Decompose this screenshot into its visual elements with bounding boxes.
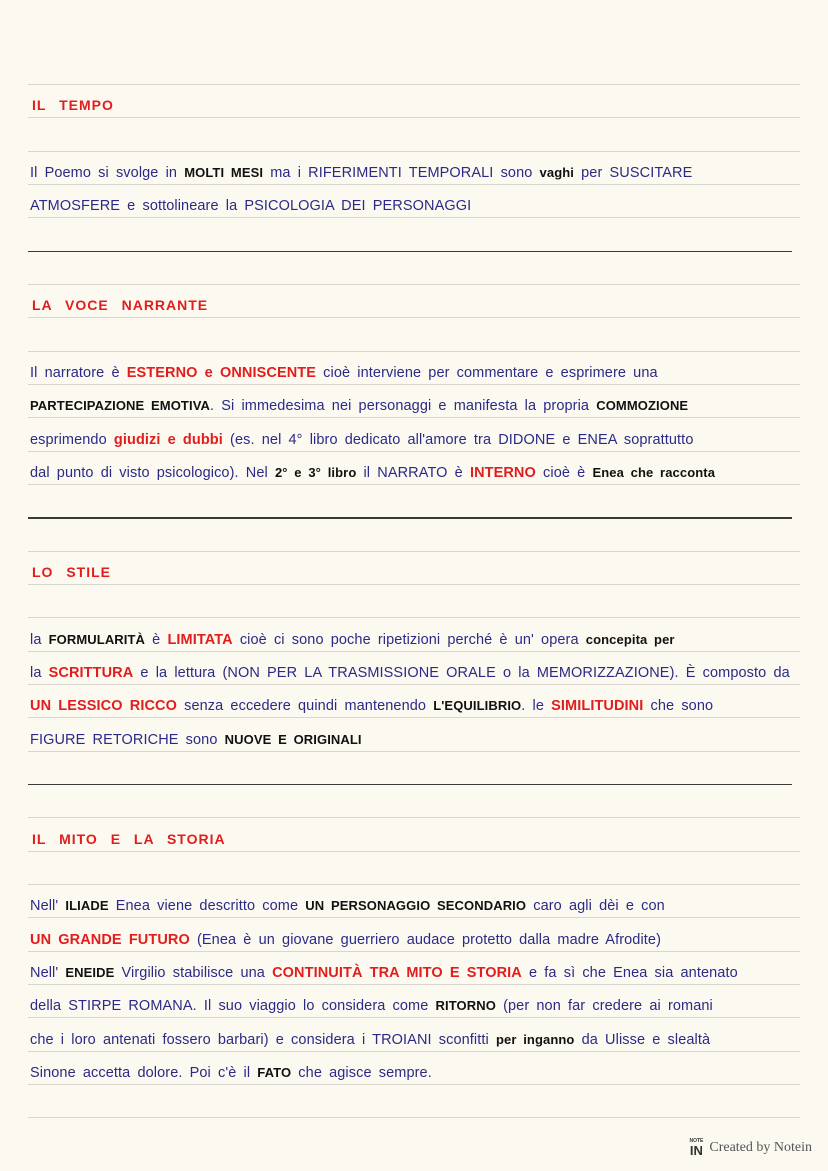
body-text: la — [30, 664, 49, 681]
emphasis-black-text: Enea che racconta — [592, 464, 716, 480]
ruled-line — [28, 851, 800, 852]
text-line — [30, 1030, 800, 1050]
text-line — [30, 163, 800, 183]
ruled-line — [28, 84, 800, 85]
ruled-line — [28, 351, 800, 352]
body-text: esprimendo — [30, 431, 114, 448]
body-text: (per non far credere ai romani — [495, 998, 713, 1015]
logo-top-text: NOTE — [689, 1138, 704, 1144]
text-line — [30, 730, 800, 750]
ruled-line — [28, 951, 800, 952]
text-line — [30, 630, 800, 650]
section-title: IL TEMPO — [32, 97, 114, 114]
text-line — [30, 1063, 800, 1083]
ruled-line — [28, 284, 800, 285]
body-text: Il Poemo si svolge in — [30, 164, 185, 181]
ruled-line — [28, 617, 800, 618]
ruled-line — [28, 751, 800, 752]
ruled-line — [28, 117, 800, 118]
text-line — [30, 396, 800, 416]
body-text: senza eccedere quindi mantenendo — [176, 698, 434, 715]
body-text: Virgilio stabilisce una — [114, 964, 273, 981]
body-text: e fa sì che Enea sia antenato — [521, 964, 738, 981]
text-line — [30, 896, 800, 916]
body-text: Sinone accetta dolore. Poi c'è il — [30, 1064, 258, 1081]
highlight-red-text: giudizi e dubbi — [113, 431, 223, 448]
emphasis-black-text: L'EQUILIBRIO — [433, 698, 522, 714]
text-line — [30, 696, 800, 716]
body-text: FIGURE RETORICHE sono — [30, 731, 225, 748]
created-by-text: Created by Notein — [709, 1140, 812, 1155]
ruled-line — [28, 584, 800, 585]
section-title: LO STILE — [32, 563, 111, 580]
emphasis-black-text: RITORNO — [435, 998, 496, 1014]
body-text: è — [145, 631, 168, 648]
body-text: ma i RIFERIMENTI TEMPORALI sono — [263, 164, 540, 181]
text-line — [30, 430, 800, 450]
emphasis-black-text: per inganno — [495, 1031, 575, 1047]
emphasis-black-text: FATO — [257, 1064, 292, 1080]
highlight-red-text: UN LESSICO RICCO — [30, 698, 177, 715]
text-line — [30, 930, 800, 950]
ruled-line — [28, 684, 800, 685]
emphasis-black-text: COMMOZIONE — [596, 398, 689, 414]
body-text: . le — [521, 698, 552, 715]
text-line — [30, 363, 800, 383]
body-text: la — [30, 631, 49, 648]
highlight-red-text: SIMILITUDINI — [551, 698, 644, 715]
ruled-line — [28, 184, 800, 185]
body-text: caro agli dèi e con — [526, 898, 665, 915]
footer-watermark — [689, 1139, 812, 1157]
emphasis-black-text: ENEIDE — [65, 964, 115, 980]
ruled-line — [28, 384, 800, 385]
emphasis-black-text: NUOVE E ORIGINALI — [224, 731, 362, 747]
body-text: che agisce sempre. — [291, 1064, 432, 1081]
emphasis-black-text: FORMULARITÀ — [48, 631, 146, 647]
section-title: LA VOCE NARRANTE — [32, 297, 209, 314]
body-text: per SUSCITARE — [574, 164, 693, 181]
emphasis-black-text: MOLTI MESI — [184, 164, 264, 180]
notein-logo-icon — [689, 1139, 703, 1157]
body-text: che sono — [643, 698, 714, 715]
text-line — [30, 463, 800, 483]
emphasis-black-text: 2° e 3° libro — [274, 464, 357, 480]
ruled-line — [28, 817, 800, 818]
ruled-line — [28, 417, 800, 418]
logo-main-text: IN — [689, 1143, 703, 1158]
ruled-line — [28, 884, 800, 885]
body-text: Il narratore è — [30, 364, 127, 381]
ruled-line — [28, 1117, 800, 1118]
text-line — [30, 963, 800, 983]
ruled-line — [28, 1017, 800, 1018]
emphasis-black-text: ILIADE — [65, 898, 109, 914]
body-text: (es. nel 4° libro dedicato all'amore tra DIDONE e ENEA soprattutto — [222, 431, 694, 448]
body-text: della STIRPE ROMANA. Il suo viaggio lo considera come — [30, 998, 436, 1015]
emphasis-black-text: concepita per — [585, 631, 675, 647]
text-line — [30, 663, 800, 683]
section-divider — [28, 251, 792, 253]
section-title: IL MITO E LA STORIA — [32, 830, 226, 847]
body-text: Nell' — [30, 964, 66, 981]
body-text: ATMOSFERE e sottolineare la PSICOLOGIA DEI PERSONAGGI — [30, 198, 472, 215]
section-divider — [28, 784, 792, 786]
ruled-line — [28, 451, 800, 452]
body-text: che i loro antenati fossero barbari) e considera i TROIANI sconfitti — [30, 1031, 496, 1048]
ruled-line — [28, 984, 800, 985]
body-text: (Enea è un giovane guerriero audace protetto dalla madre Afrodite) — [189, 931, 662, 948]
emphasis-black-text: vaghi — [539, 164, 575, 180]
text-line — [30, 196, 800, 216]
ruled-line — [28, 484, 800, 485]
ruled-line — [28, 151, 800, 152]
ruled-line — [28, 651, 800, 652]
ruled-line — [28, 1084, 800, 1085]
text-line — [30, 996, 800, 1016]
body-text: . Si immedesima nei personaggi e manifesta la propria — [209, 398, 597, 415]
body-text: cioè interviene per commentare e esprimere una — [316, 364, 658, 381]
ruled-line — [28, 1051, 800, 1052]
highlight-red-text: UN GRANDE FUTURO — [30, 931, 190, 948]
highlight-red-text: SCRITTURA — [48, 664, 134, 681]
highlight-red-text: ESTERNO e ONNISCENTE — [126, 364, 317, 381]
section-divider — [28, 517, 792, 519]
highlight-red-text: LIMITATA — [167, 631, 233, 648]
ruled-line — [28, 217, 800, 218]
highlight-red-text: INTERNO — [469, 464, 536, 481]
ruled-line — [28, 917, 800, 918]
highlight-red-text: CONTINUITÀ TRA MITO E STORIA — [272, 964, 522, 981]
body-text: cioè ci sono poche ripetizioni perché è un' opera — [232, 631, 586, 648]
body-text: e la lettura (NON PER LA TRASMISSIONE ORALE o la MEMORIZZAZIONE). È composto da — [133, 664, 790, 681]
body-text: cioè è — [535, 464, 593, 481]
emphasis-black-text: PARTECIPAZIONE EMOTIVA — [30, 398, 210, 414]
body-text: Enea viene descritto come — [108, 898, 306, 915]
emphasis-black-text: UN PERSONAGGIO SECONDARIO — [305, 898, 527, 914]
ruled-line — [28, 717, 800, 718]
body-text: Nell' — [30, 898, 66, 915]
body-text: il NARRATO è — [356, 464, 470, 481]
body-text: da Ulisse e slealtà — [574, 1031, 711, 1048]
body-text: dal punto di visto psicologico). Nel — [30, 464, 275, 481]
ruled-line — [28, 551, 800, 552]
ruled-line — [28, 317, 800, 318]
